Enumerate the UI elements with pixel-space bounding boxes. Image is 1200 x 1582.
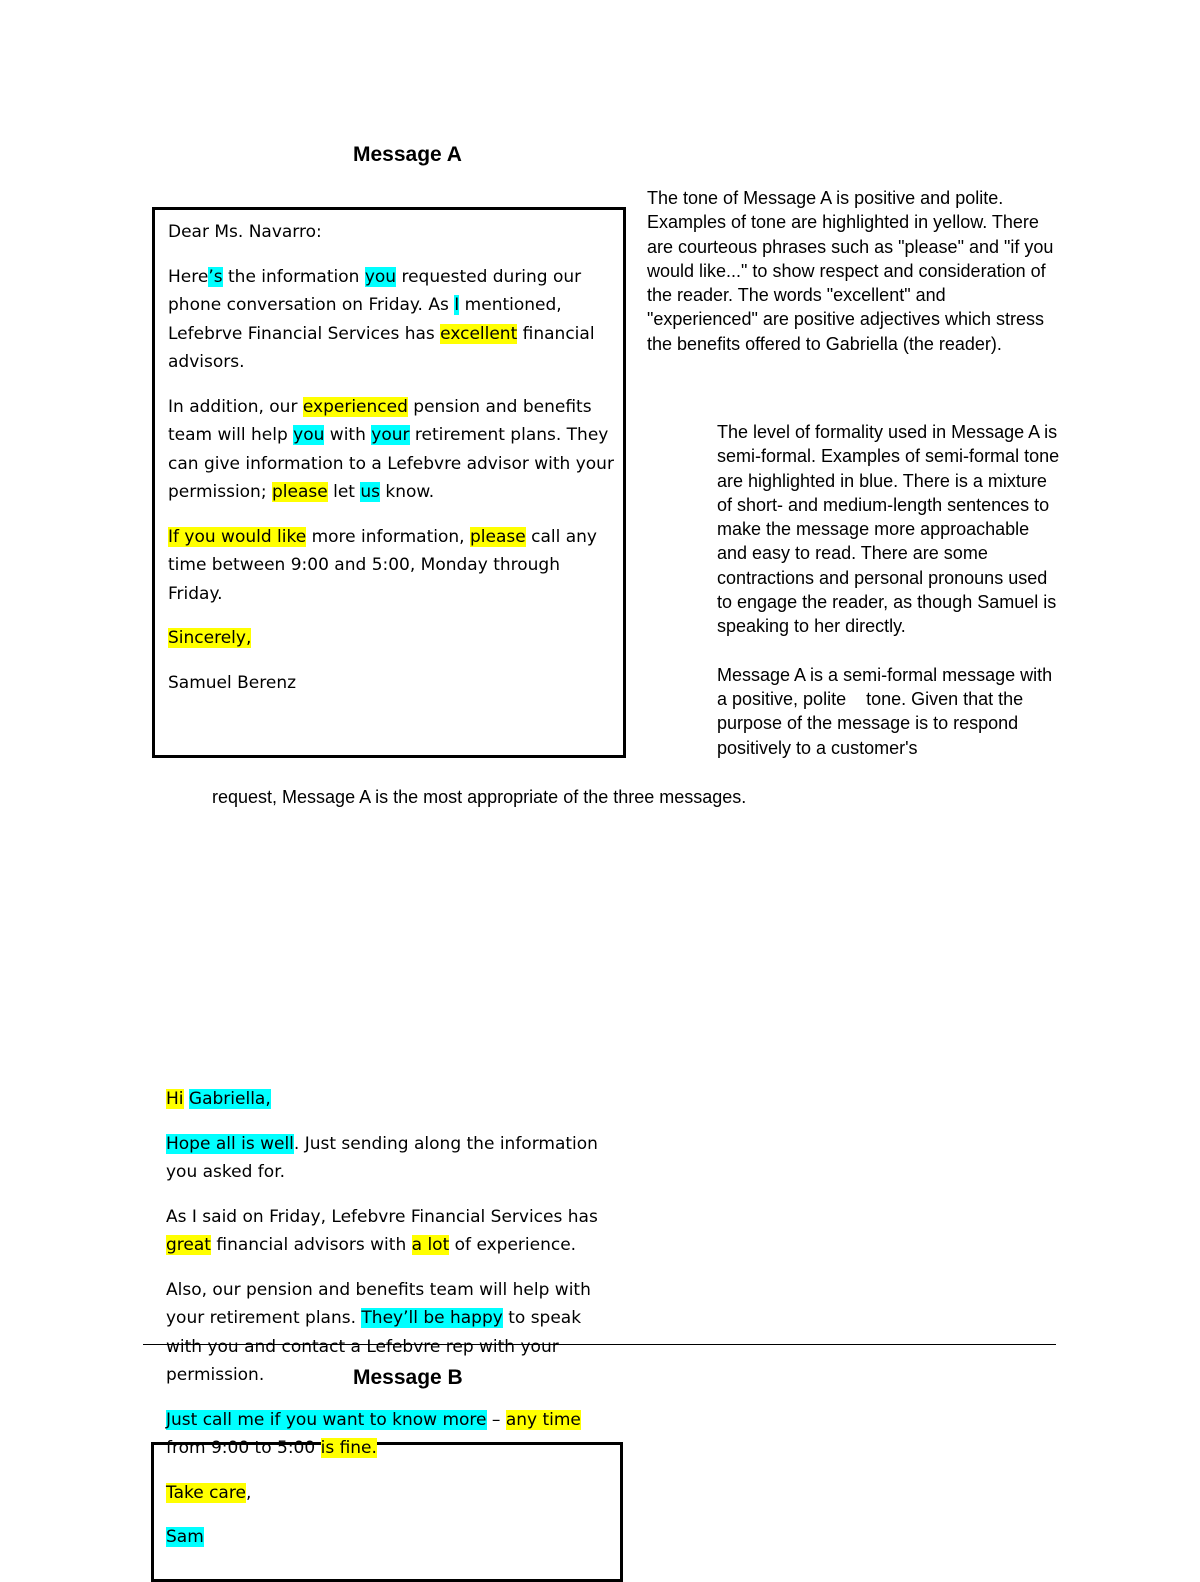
highlight-yellow: Sincerely, — [168, 628, 252, 648]
text-run: financial advisors with — [210, 1235, 412, 1255]
formality-note — [717, 420, 1062, 760]
text-run: . Just sending along the information you asked for. — [166, 1133, 598, 1182]
text-run: more information, — [306, 526, 470, 547]
highlight-blue: They’ll be happy — [361, 1308, 503, 1328]
letter-b-paragraph-4 — [166, 1406, 616, 1463]
text-run: – — [486, 1409, 506, 1430]
highlight-yellow: please — [271, 482, 328, 502]
letter-b-paragraph-3 — [166, 1276, 616, 1390]
letter-b-paragraph-1 — [166, 1130, 616, 1187]
highlight-yellow: experienced — [302, 396, 408, 417]
text-run: of experience. — [449, 1235, 577, 1255]
text-run: with — [324, 425, 372, 445]
highlight-blue: Hope all is well — [166, 1133, 294, 1154]
summary-note-continuation — [212, 785, 912, 809]
highlight-yellow: excellent — [440, 323, 518, 344]
highlight-blue: Just call me if you want to know more — [166, 1409, 487, 1430]
formality-note-text: The level of formality used in Message A is semi-formal. Examples of semi-formal tone are highlighted in blue. There is a mixture of short- and medium-length sentences to make the message more approachable and easy to read. There are some contractions and personal pronouns used to engage the reader, as though Samuel is speaking to her directly. — [717, 422, 1060, 637]
text-run: call any time between 9:00 and 5:00, Monday through Friday. — [168, 526, 597, 604]
letter-b-greeting — [166, 1085, 616, 1114]
summary-note-text-end: request, Message A is the most appropriate of the three messages. — [212, 787, 747, 807]
summary-note-text: Message A is a semi-formal message with a positive, polite tone. Given that the purpose of the message is to respond positively to a customer's — [717, 664, 1058, 758]
highlight-blue: your — [371, 425, 410, 445]
letter-a-closing — [168, 624, 614, 653]
text-run: financial advisors. — [168, 323, 595, 372]
highlight-yellow: If you would like — [168, 526, 307, 547]
letter-b-signature — [166, 1523, 616, 1552]
highlight-yellow: great — [166, 1235, 211, 1255]
letter-a-salutation: Dear Ms. Navarro: — [168, 222, 322, 242]
text-run: from 9:00 to 5:00 — [166, 1438, 321, 1458]
highlight-blue: Sam — [166, 1527, 204, 1547]
letter-a-paragraph-1 — [168, 263, 614, 377]
tone-note-text: The tone of Message A is positive and polite. Examples of tone are highlighted in yellow. There are courteous phrases such as "please" and "if you would like..." to show respect and consideration of the reader. The words "excellent" and "experienced" are positive adjectives which stress the benefits offered to Gabriella (the reader). — [647, 188, 1054, 354]
highlight-blue: us — [360, 482, 380, 502]
text-run: In addition, our — [168, 396, 303, 417]
letter-b-closing — [166, 1479, 616, 1508]
text-run: Here — [168, 266, 209, 287]
text-run: retirement plans. They can give information to a Lefebvre advisor with your permission; — [168, 425, 614, 502]
letter-a-paragraph-3 — [168, 523, 614, 609]
highlight-blue: Gabriella, — [188, 1089, 271, 1109]
text-run: , — [245, 1482, 252, 1503]
highlight-blue: I — [454, 295, 460, 315]
text-run: requested during our phone conversation on Friday. As — [168, 266, 582, 315]
text-run: pension and benefits team will help — [168, 396, 592, 445]
highlight-blue: ’s — [208, 266, 223, 287]
letter-a-paragraph-2 — [168, 393, 614, 507]
message-b-letter — [166, 1085, 616, 1568]
message-a-heading: Message A — [353, 143, 462, 166]
text-run: know. — [379, 482, 435, 502]
highlight-yellow: is fine. — [320, 1438, 377, 1458]
tone-note — [647, 186, 1057, 356]
message-a-letter — [168, 218, 614, 713]
text-run: the information — [222, 266, 365, 287]
letter-b-paragraph-2 — [166, 1203, 616, 1260]
text-run: As I said on Friday, Lefebvre Financial Services has — [166, 1206, 598, 1227]
message-b-heading: Message B — [353, 1366, 463, 1389]
highlight-yellow: any time — [505, 1409, 581, 1430]
text-run: Also, our pension and benefits team will help with your retirement plans. — [166, 1279, 591, 1328]
text-run: to speak with you and contact a Lefebvre rep with your permission. — [166, 1308, 582, 1385]
highlight-yellow: Take care — [166, 1482, 246, 1503]
letter-a-signature: Samuel Berenz — [168, 672, 297, 693]
text-run: mentioned, Lefebrve Financial Services has — [168, 295, 562, 344]
highlight-yellow: Hi — [166, 1089, 184, 1109]
highlight-yellow: please — [469, 526, 526, 547]
highlight-blue: you — [293, 425, 325, 445]
highlight-blue: you — [364, 266, 397, 287]
text-run: let — [327, 482, 361, 502]
highlight-yellow: a lot — [411, 1235, 450, 1255]
